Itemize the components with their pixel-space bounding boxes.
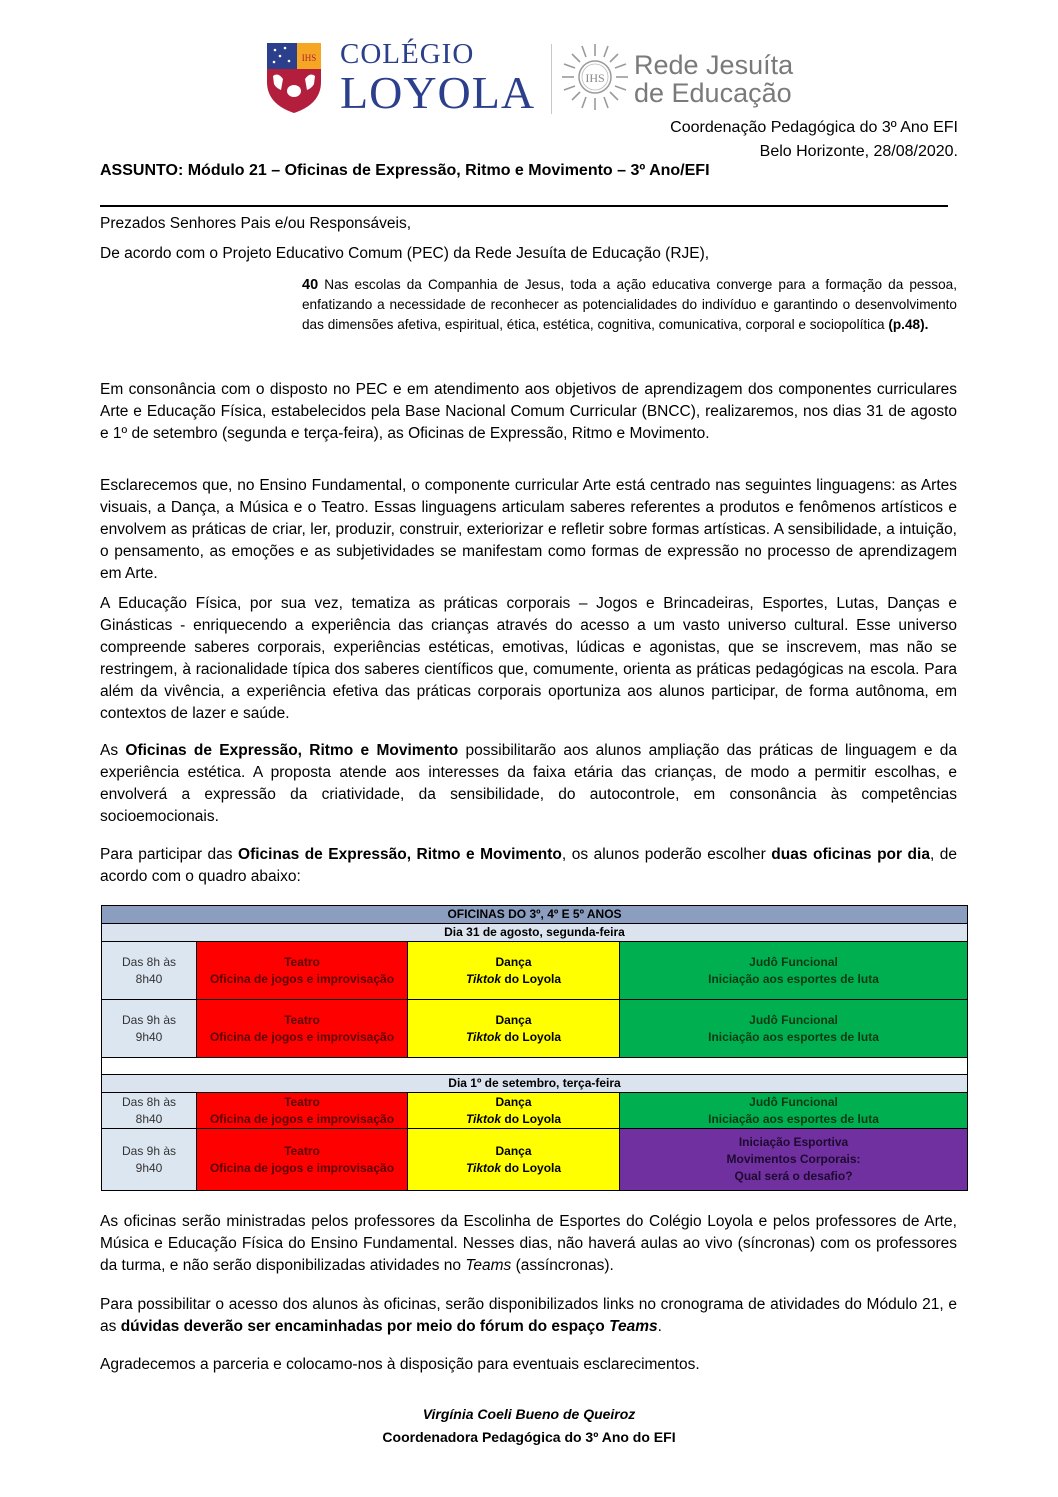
dance-cell xyxy=(408,1093,620,1129)
tiktok-italic: Tiktok xyxy=(465,1111,502,1126)
table-title-row xyxy=(102,906,968,924)
day-label: Dia 31 de agosto, segunda-feira xyxy=(102,924,968,942)
paragraph-arte: Esclarecemos que, no Ensino Fundamental, o componente curricular Arte está centrado nas seguintes linguagens: as Artes visuais, a Dança, a Música e o Teatro. Essas linguagens articulam saberes referentes a produtos e fenômenos artísticos e envolvem as práticas de criar, ler, produzir, construir, exteriorizar e refletir sobre formas artísticas. A sensibilidade, a intuição, o pensamento, as emoções e as subjetividades se manifestam como formas de expressão no processo de aprendizagem em Arte. xyxy=(100,477,957,582)
judo-cell xyxy=(620,1000,968,1058)
table-title: OFICINAS DO 3º, 4º E 5º ANOS xyxy=(102,906,968,924)
spacer-cell xyxy=(102,1058,968,1075)
schedule-table xyxy=(101,905,968,1191)
dance-cell xyxy=(408,1129,620,1191)
table-row xyxy=(102,1093,968,1129)
tiktok-italic: Tiktok xyxy=(465,1160,502,1175)
dance-cell xyxy=(408,942,620,1000)
workshop-title: Teatro xyxy=(284,954,320,969)
workshop-title: Teatro xyxy=(284,1012,320,1027)
sport-initiation-cell xyxy=(620,1129,968,1191)
workshop-title: Dança xyxy=(495,1143,532,1158)
workshop-subtitle: Iniciação aos esportes de luta xyxy=(708,1029,879,1044)
intro-paragraph: De acordo com o Projeto Educativo Comum (PEC) da Rede Jesuíta de Educação (RJE), xyxy=(100,245,710,262)
place-date: Belo Horizonte, 28/08/2020. xyxy=(759,143,958,160)
workshop-subtitle: Oficina de jogos e improvisação xyxy=(209,971,395,986)
text-span: As oficinas serão ministradas pelos professores da Escolinha de Esportes do Colégio Loyola e pelos professores de Arte, Música e Educação Física do Ensino Fundamental. Nesses dias, não haverá aulas ao vivo (síncronas) com os professores da turma, e não serão disponibilizadas atividades no xyxy=(100,1213,957,1274)
signature-name: Virgínia Coeli Bueno de Queiroz xyxy=(422,1406,636,1422)
table-row xyxy=(102,1000,968,1058)
workshop-title: Dança xyxy=(495,954,532,969)
time-cell xyxy=(102,1000,197,1058)
text-span: As xyxy=(100,742,126,759)
teams-italic: Teams xyxy=(609,1318,658,1335)
header-rule xyxy=(100,205,948,207)
time-end: 8h40 xyxy=(135,971,163,986)
oficinas-name-bold: Oficinas de Expressão, Ritmo e Movimento xyxy=(238,846,562,863)
tiktok-italic: Tiktok xyxy=(465,1029,502,1044)
oficinas-name-bold: Oficinas de Expressão, Ritmo e Movimento xyxy=(125,742,459,759)
doubts-emphasis: dúvidas deverão ser encaminhadas por meio do fórum do espaço xyxy=(120,1318,610,1335)
table-row xyxy=(102,1129,968,1191)
time-start: Das 8h às xyxy=(121,954,177,969)
workshop-subtitle: Oficina de jogos e improvisação xyxy=(209,1111,395,1126)
paragraph-participation xyxy=(100,844,957,888)
two-workshops-bold: duas oficinas por dia xyxy=(771,846,930,863)
text-span: , os alunos poderão escolher xyxy=(561,846,772,863)
time-end: 9h40 xyxy=(135,1160,163,1175)
text-span: . xyxy=(657,1318,662,1335)
paragraph-bncc: Em consonância com o disposto no PEC e em atendimento aos objetivos de aprendizagem dos componentes curriculares Arte e Educação Física, estabelecidos pela Base Nacional Comum Curricular (BNCC), realizaremos, nos dias 31 de agosto e 1º de setembro (segunda e terça-feira), as Oficinas de Expressão, Ritmo e Movimento. xyxy=(100,381,957,442)
coordination-header: Coordenação Pedagógica do 3º Ano EFI xyxy=(670,119,958,136)
paragraph-thanks: Agradecemos a parceria e colocamo-nos à disposição para eventuais esclarecimentos. xyxy=(100,1356,700,1373)
quote-number: 40 xyxy=(302,277,319,293)
quote-reference: (p.48). xyxy=(888,317,929,332)
judo-cell xyxy=(620,942,968,1000)
theatre-cell xyxy=(197,1000,408,1058)
workshop-subtitle: do Loyola xyxy=(501,1111,562,1126)
logo-rede-jesuita-text: Rede Jesuíta xyxy=(634,50,794,80)
workshop-subtitle: Iniciação aos esportes de luta xyxy=(708,1111,879,1126)
workshop-title: Dança xyxy=(495,1094,532,1109)
judo-cell xyxy=(620,1093,968,1129)
logo-loyola-text: LOYOLA xyxy=(340,67,536,118)
workshop-title: Judô Funcional xyxy=(749,1094,838,1109)
paragraph-oficinas xyxy=(100,740,957,828)
logo-colegio-text: COLÉGIO xyxy=(340,38,475,70)
workshop-subtitle: Iniciação aos esportes de luta xyxy=(708,971,879,986)
workshop-title: Judô Funcional xyxy=(749,1012,838,1027)
text-span: , de acordo com o quadro abaixo: xyxy=(100,846,958,885)
dance-cell xyxy=(408,1000,620,1058)
time-start: Das 9h às xyxy=(121,1143,177,1158)
paragraph-links xyxy=(100,1294,957,1338)
workshop-question: Qual será o desafio? xyxy=(734,1169,853,1183)
time-cell xyxy=(102,942,197,1000)
rede-jesuita-seal-icon xyxy=(560,42,630,112)
workshop-subtitle: Oficina de jogos e improvisação xyxy=(209,1160,395,1175)
paragraph-teachers xyxy=(100,1211,957,1277)
quote-text: Nas escolas da Companhia de Jesus, toda a ação educativa converge para a formação da pessoa, enfatizando a necessidade de reconhecer as potencialidades do indivíduo e garantindo o desenvolvimento das dimensões afetiva, espiritual, ética, estética, cognitiva, comunicativa, corporal e sociopolítica xyxy=(302,277,957,332)
workshop-title: Teatro xyxy=(284,1094,320,1109)
paragraph-educacao-fisica: A Educação Física, por sua vez, tematiza as práticas corporais – Jogos e Brincadeiras, Esportes, Lutas, Danças e Ginásticas - enriquecendo a experiência das crianças através do acesso a um vasto universo cultural. Esse universo compreende saberes corporais, experiências estéticas, emotivas, lúdicas e agonistas, que se inscrevem, mas não se restringem, à racionalidade típica dos saberes científicos que, comumente, orienta as práticas pedagógicas na escola. Para além da vivência, a experiência efetiva das práticas corporais oportuniza aos alunos participar, de forma autônoma, em contextos de lazer e saúde. xyxy=(100,595,957,722)
time-end: 9h40 xyxy=(135,1029,163,1044)
time-start: Das 9h às xyxy=(121,1012,177,1027)
theatre-cell xyxy=(197,1129,408,1191)
subject-line: ASSUNTO: Módulo 21 – Oficinas de Expressão, Ritmo e Movimento – 3º Ano/EFI xyxy=(100,162,710,179)
greeting: Prezados Senhores Pais e/ou Responsáveis, xyxy=(100,215,412,232)
theatre-cell xyxy=(197,1093,408,1129)
time-end: 8h40 xyxy=(135,1111,163,1126)
day-header-row xyxy=(102,1075,968,1093)
text-span: Para participar das xyxy=(100,846,239,863)
signature-role: Coordenadora Pedagógica do 3º Ano do EFI xyxy=(382,1429,676,1445)
workshop-title: Teatro xyxy=(284,1143,320,1158)
workshop-subtitle: do Loyola xyxy=(501,1029,562,1044)
svg-text:IHS: IHS xyxy=(585,71,605,85)
time-cell xyxy=(102,1129,197,1191)
day-label: Dia 1º de setembro, terça-feira xyxy=(102,1075,968,1093)
day-header-row xyxy=(102,924,968,942)
tiktok-italic: Tiktok xyxy=(465,971,502,986)
svg-text:IHS: IHS xyxy=(301,53,317,63)
workshop-title: Dança xyxy=(495,1012,532,1027)
pec-quote xyxy=(302,275,957,335)
teams-italic: Teams xyxy=(465,1257,512,1274)
workshop-title: Iniciação Esportiva xyxy=(738,1135,849,1149)
colegio-loyola-shield-logo xyxy=(266,42,322,114)
table-row xyxy=(102,942,968,1000)
time-cell xyxy=(102,1093,197,1129)
text-span: possibilitarão aos alunos ampliação das práticas de linguagem e da experiência estética. A proposta atende aos interesses da faixa etária das crianças, de modo a permitir escolhas, e envolverá a expressão da criatividade, da sensibilidade, do autocontrole, em consonância às competências socioemocionais. xyxy=(100,742,957,825)
text-span: (assíncronas). xyxy=(511,1257,614,1274)
workshop-subtitle: Oficina de jogos e improvisação xyxy=(209,1029,395,1044)
time-start: Das 8h às xyxy=(121,1094,177,1109)
theatre-cell xyxy=(197,942,408,1000)
text-span: Para possibilitar o acesso dos alunos às oficinas, serão disponibilizados links no cronograma de atividades do Módulo 21, e as xyxy=(100,1296,957,1335)
logo-de-educacao-text: de Educação xyxy=(634,78,792,108)
workshop-subtitle: do Loyola xyxy=(501,1160,562,1175)
workshop-title: Judô Funcional xyxy=(749,954,838,969)
table-spacer-row xyxy=(102,1058,968,1075)
workshop-subtitle: Movimentos Corporais: xyxy=(726,1152,861,1166)
logo-divider xyxy=(551,44,552,114)
workshop-subtitle: do Loyola xyxy=(501,971,562,986)
